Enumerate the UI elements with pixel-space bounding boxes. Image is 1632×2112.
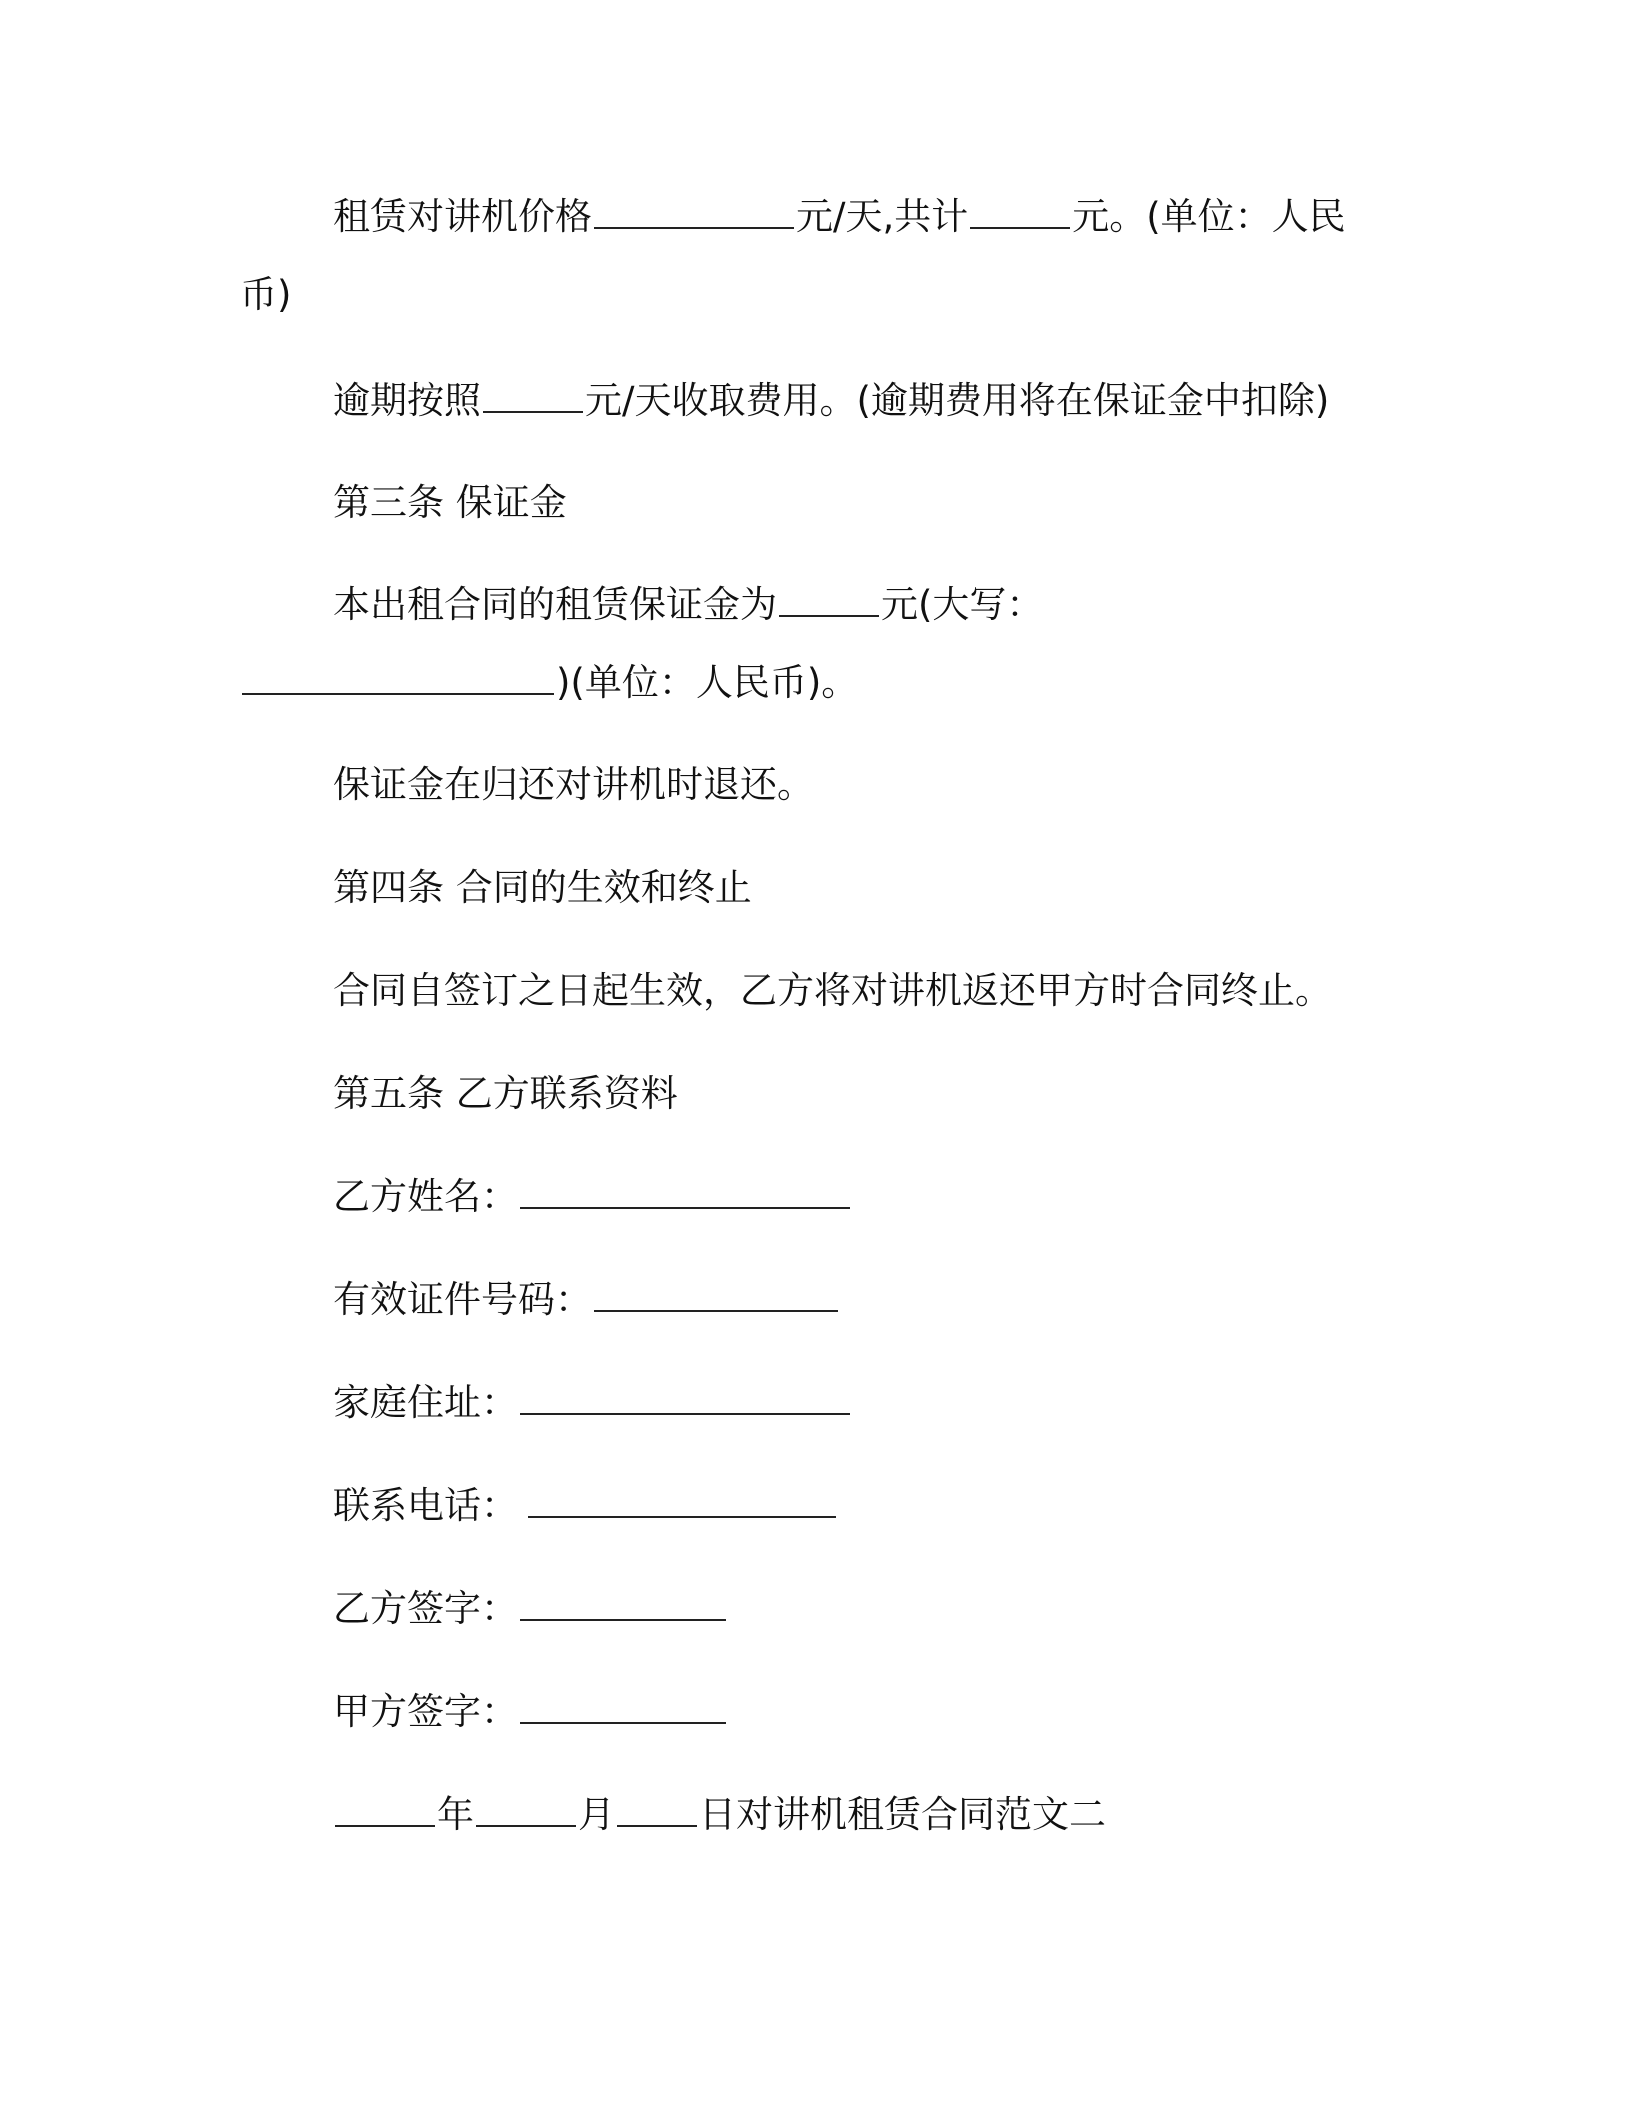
- field-row-sign-a: [333, 1672, 728, 1752]
- deposit-paragraph-line1: [333, 565, 1043, 645]
- overdue-label: 逾期按照: [333, 379, 481, 422]
- currency-continuation: 币): [240, 273, 292, 316]
- field-blank-sign-a: [520, 1692, 726, 1724]
- deposit-blank: [779, 585, 879, 617]
- field-blank-address: [520, 1383, 850, 1415]
- per-day-total-label: 元/天,共计: [796, 195, 969, 238]
- field-label-sign-b: 乙方签字：: [333, 1587, 518, 1630]
- overdue-paragraph: [333, 361, 1329, 441]
- date-month-label: 月: [578, 1793, 615, 1836]
- unit-note: 元。(单位：人民: [1072, 195, 1346, 238]
- date-year-label: 年: [437, 1793, 474, 1836]
- field-label-address: 家庭住址：: [333, 1381, 518, 1424]
- deposit-capital-blank: [242, 663, 554, 695]
- field-row-phone: [333, 1466, 838, 1546]
- price-paragraph-line1: [333, 177, 1346, 257]
- field-row-sign-b: [333, 1569, 728, 1649]
- field-label-name: 乙方姓名：: [333, 1175, 518, 1218]
- price-paragraph-line2: [240, 255, 291, 335]
- deposit-refund-paragraph: 保证金在归还对讲机时退还。: [333, 763, 814, 806]
- section-heading-5: 第五条 乙方联系资料: [333, 1072, 678, 1115]
- price-label: 租赁对讲机价格: [333, 195, 592, 238]
- contract-effective-paragraph: 合同自签订之日起生效，乙方将对讲机返还甲方时合同终止。: [333, 969, 1332, 1012]
- date-month-blank: [476, 1795, 576, 1827]
- date-year-blank: [335, 1795, 435, 1827]
- date-day-blank: [617, 1795, 697, 1827]
- field-blank-sign-b: [520, 1589, 726, 1621]
- price-blank: [594, 197, 794, 229]
- field-row-name: [333, 1157, 852, 1237]
- field-row-address: [333, 1363, 852, 1443]
- field-row-id: [333, 1260, 840, 1340]
- section-heading-3: 第三条 保证金: [333, 481, 567, 524]
- overdue-note: 元/天收取费用。(逾期费用将在保证金中扣除): [585, 379, 1330, 422]
- overdue-blank: [483, 381, 583, 413]
- field-blank-phone: [528, 1486, 836, 1518]
- field-label-sign-a: 甲方签字：: [333, 1690, 518, 1733]
- deposit-label: 本出租合同的租赁保证金为: [333, 583, 777, 626]
- deposit-unit-note: )(单位：人民币)。: [556, 661, 859, 704]
- field-label-phone: 联系电话：: [333, 1484, 518, 1527]
- field-blank-id: [594, 1280, 838, 1312]
- field-blank-name: [520, 1177, 850, 1209]
- date-day-and-title: 日对讲机租赁合同范文二: [699, 1793, 1106, 1836]
- deposit-paragraph-line2: [240, 643, 858, 723]
- field-label-id: 有效证件号码：: [333, 1278, 592, 1321]
- deposit-capital-label: 元(大写：: [881, 583, 1044, 626]
- total-blank: [970, 197, 1070, 229]
- date-line: [333, 1775, 1106, 1855]
- section-heading-4: 第四条 合同的生效和终止: [333, 866, 752, 909]
